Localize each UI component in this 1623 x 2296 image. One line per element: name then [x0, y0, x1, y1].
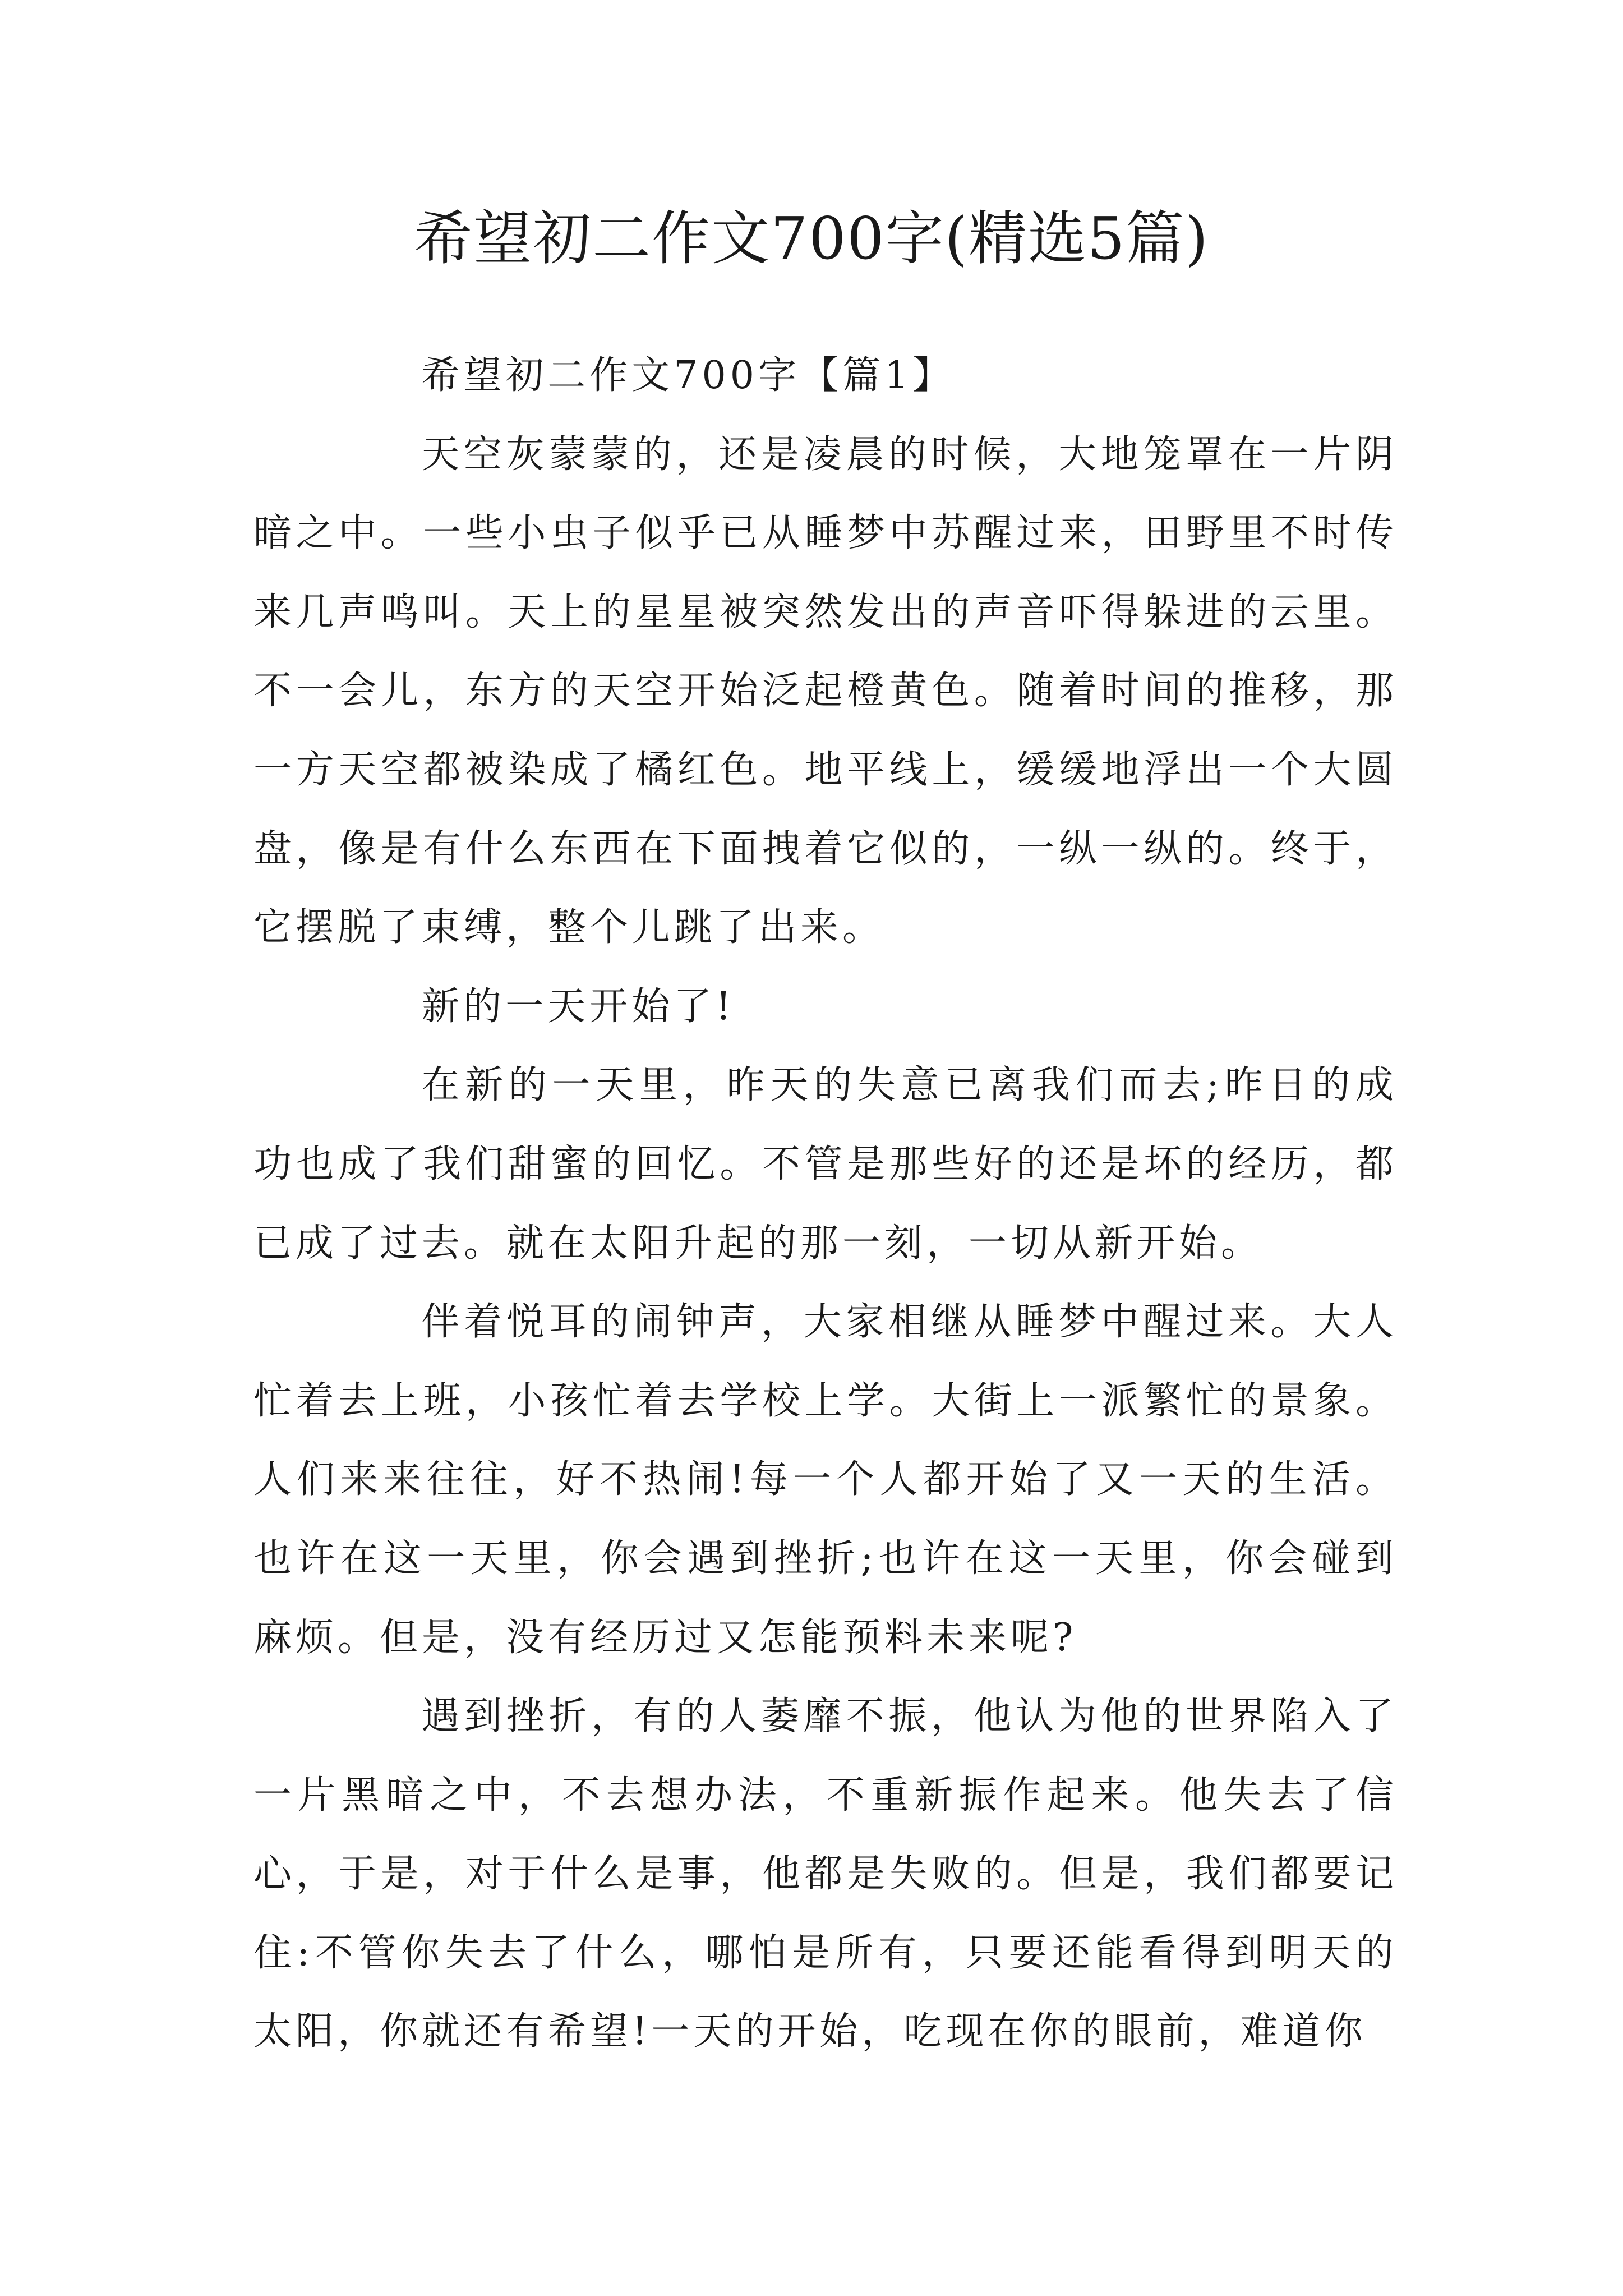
paragraph: 遇到挫折，有的人萎靡不振，他认为他的世界陷入了一片黑暗之中，不去想办法，不重新振作起来。他失去了信心，于是，对于什么是事，他都是失败的。但是，我们都要记住:不管你失去了什么，哪怕是所有，只要还能看得到明天的太阳，你就还有希望!一天的开始，吃现在你的眼前，难道你: [253, 1694, 1398, 2054]
section-heading: 希望初二作文700字【篇1】: [421, 353, 955, 398]
paragraph: 新的一天开始了!: [421, 984, 735, 1029]
paragraph: 天空灰蒙蒙的，还是凌晨的时候，大地笼罩在一片阴暗之中。一些小虫子似乎已从睡梦中苏醒过来，田野里不时传来几声鸣叫。天上的星星被突然发出的声音吓得躲进的云里。不一会儿，东方的天空开始泛起橙黄色。随着时间的推移，那一方天空都被染成了橘红色。地平线上，缓缓地浮出一个大圆盘，像是有什么东西在下面拽着它似的，一纵一纵的。终于，它摆脱了束缚，整个儿跳了出来。: [253, 432, 1398, 950]
paragraph: 伴着悦耳的闹钟声，大家相继从睡梦中醒过来。大人忙着去上班，小孩忙着去学校上学。大街上一派繁忙的景象。人们来来往往，好不热闹!每一个人都开始了又一天的生活。也许在这一天里，你会遇到挫折;也许在这一天里，你会碰到麻烦。但是，没有经历过又怎能预料未来呢?: [253, 1300, 1398, 1660]
document-title: 希望初二作文700字(精选5篇): [414, 204, 1209, 273]
paragraph: 在新的一天里，昨天的失意已离我们而去;昨日的成功也成了我们甜蜜的回忆。不管是那些好的还是坏的经历，都已成了过去。就在太阳升起的那一刻，一切从新开始。: [253, 1063, 1398, 1266]
document-body: [253, 337, 1398, 2072]
